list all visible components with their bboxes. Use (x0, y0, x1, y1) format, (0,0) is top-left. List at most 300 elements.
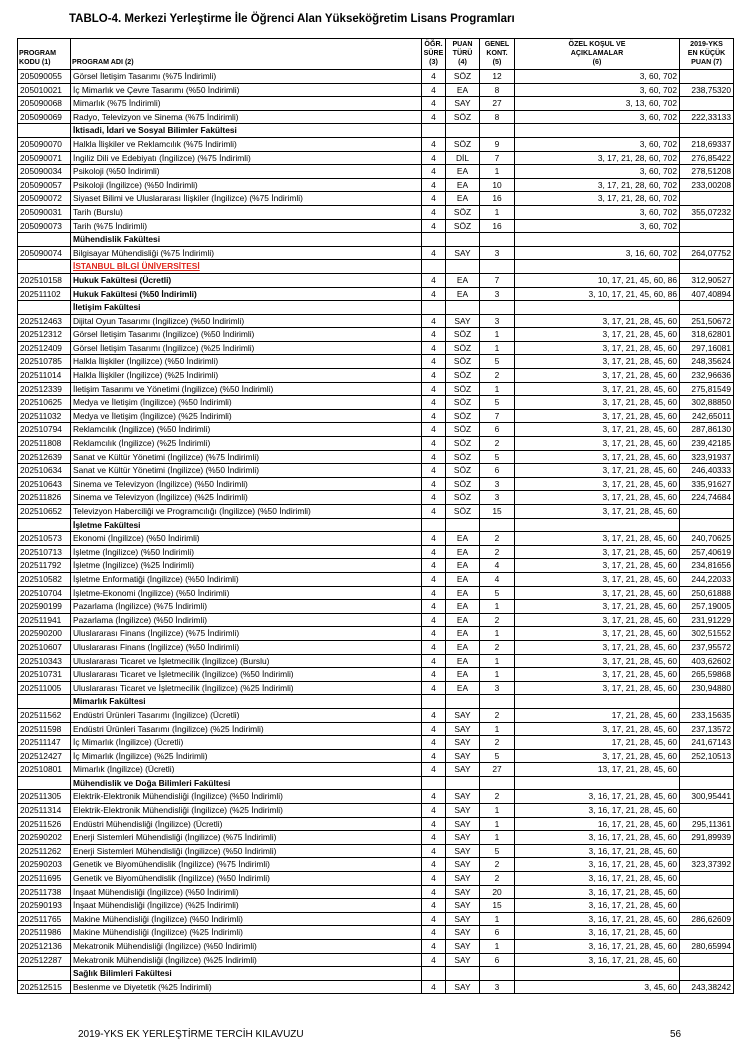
duration: 4 (422, 110, 446, 124)
score-type: EA (446, 83, 480, 97)
table-row (18, 681, 734, 695)
conditions: 3, 17, 21, 28, 45, 60 (515, 450, 680, 464)
conditions: 3, 16, 17, 21, 28, 45, 60 (515, 912, 680, 926)
table-row (18, 831, 734, 845)
conditions: 3, 60, 702 (515, 83, 680, 97)
table-row (18, 804, 734, 818)
conditions: 3, 10, 17, 21, 45, 60, 86 (515, 287, 680, 301)
duration: 4 (422, 273, 446, 287)
faculty-name: İletişim Fakültesi (71, 301, 422, 315)
quota: 27 (480, 97, 515, 111)
program-code: 205090057 (18, 178, 71, 192)
program-code: 205090055 (18, 70, 71, 84)
program-code-cell (18, 518, 71, 532)
quota: 8 (480, 83, 515, 97)
header-program-name: PROGRAM ADI (2) (71, 39, 422, 70)
min-score (680, 804, 734, 818)
table-row (18, 491, 734, 505)
table-row (18, 654, 734, 668)
min-score: 297,16081 (680, 341, 734, 355)
quota: 2 (480, 790, 515, 804)
table-row (18, 885, 734, 899)
conditions: 3, 60, 702 (515, 110, 680, 124)
min-score: 240,70625 (680, 532, 734, 546)
score-type-cell (446, 518, 480, 532)
quota: 5 (480, 355, 515, 369)
conditions: 3, 17, 21, 28, 45, 60 (515, 559, 680, 573)
conditions: 3, 17, 21, 28, 45, 60 (515, 382, 680, 396)
duration: 4 (422, 640, 446, 654)
min-score: 335,91627 (680, 477, 734, 491)
min-score: 222,33133 (680, 110, 734, 124)
program-code: 202511014 (18, 369, 71, 383)
quota: 1 (480, 804, 515, 818)
table-row (18, 137, 734, 151)
program-code: 205090069 (18, 110, 71, 124)
duration: 4 (422, 831, 446, 845)
min-score-cell (680, 124, 734, 138)
program-code: 202511305 (18, 790, 71, 804)
table-row (18, 586, 734, 600)
program-code: 205090031 (18, 205, 71, 219)
program-name: Beslenme ve Diyetetik (%25 İndirimli) (71, 980, 422, 994)
quota: 1 (480, 328, 515, 342)
conditions: 3, 60, 702 (515, 137, 680, 151)
conditions-cell (515, 967, 680, 981)
min-score: 323,37392 (680, 858, 734, 872)
program-code: 202512639 (18, 450, 71, 464)
table-row (18, 246, 734, 260)
program-code: 202510573 (18, 532, 71, 546)
score-type-cell (446, 260, 480, 274)
faculty-header-row (18, 233, 734, 247)
score-type: SAY (446, 763, 480, 777)
table-row (18, 178, 734, 192)
min-score: 239,42185 (680, 437, 734, 451)
program-name: Görsel İletişim Tasarımı (İngilizce) (%25 İndirimli) (71, 341, 422, 355)
program-name: Sinema ve Televizyon (İngilizce) (%25 İndirimli) (71, 491, 422, 505)
duration: 4 (422, 151, 446, 165)
min-score (680, 844, 734, 858)
program-name: İşletme (İngilizce) (%50 İndirimli) (71, 545, 422, 559)
quota-cell (480, 695, 515, 709)
score-type: EA (446, 627, 480, 641)
table-row (18, 341, 734, 355)
quota: 8 (480, 110, 515, 124)
duration: 4 (422, 450, 446, 464)
duration: 4 (422, 355, 446, 369)
duration: 4 (422, 70, 446, 84)
conditions-cell (515, 776, 680, 790)
min-score-cell (680, 518, 734, 532)
quota: 7 (480, 151, 515, 165)
program-name: Reklamcılık (İngilizce) (%25 İndirimli) (71, 437, 422, 451)
quota: 2 (480, 640, 515, 654)
quota: 1 (480, 912, 515, 926)
duration: 4 (422, 586, 446, 600)
conditions: 3, 17, 21, 28, 45, 60 (515, 491, 680, 505)
score-type: EA (446, 586, 480, 600)
duration-cell (422, 518, 446, 532)
quota: 4 (480, 559, 515, 573)
score-type-cell (446, 776, 480, 790)
program-name: Medya ve İletişim (İngilizce) (%50 İndirimli) (71, 396, 422, 410)
quota: 3 (480, 681, 515, 695)
conditions: 16, 17, 21, 28, 45, 60 (515, 817, 680, 831)
program-code: 202510582 (18, 572, 71, 586)
program-code: 202511765 (18, 912, 71, 926)
program-name: Mekatronik Mühendisliği (İngilizce) (%50 İndirimli) (71, 940, 422, 954)
table-row (18, 314, 734, 328)
program-code: 202512463 (18, 314, 71, 328)
duration: 4 (422, 437, 446, 451)
conditions: 3, 17, 21, 28, 45, 60 (515, 627, 680, 641)
duration: 4 (422, 369, 446, 383)
min-score: 407,40894 (680, 287, 734, 301)
min-score: 234,81656 (680, 559, 734, 573)
program-code: 202512339 (18, 382, 71, 396)
conditions: 3, 16, 17, 21, 28, 45, 60 (515, 858, 680, 872)
program-name: Endüstri Ürünleri Tasarımı (İngilizce) (%25 İndirimli) (71, 722, 422, 736)
table-row (18, 287, 734, 301)
quota: 1 (480, 382, 515, 396)
program-code: 202511032 (18, 409, 71, 423)
min-score: 257,19005 (680, 600, 734, 614)
duration: 4 (422, 736, 446, 750)
duration: 4 (422, 804, 446, 818)
duration: 4 (422, 790, 446, 804)
program-code: 202510343 (18, 654, 71, 668)
program-name: Görsel İletişim Tasarımı (İngilizce) (%50 İndirimli) (71, 328, 422, 342)
table-row (18, 273, 734, 287)
table-row (18, 763, 734, 777)
program-name: İngiliz Dili ve Edebiyatı (İngilizce) (%75 İndirimli) (71, 151, 422, 165)
conditions: 3, 17, 21, 28, 60, 702 (515, 151, 680, 165)
program-code: 202510158 (18, 273, 71, 287)
score-type: SAY (446, 314, 480, 328)
quota: 10 (480, 178, 515, 192)
score-type: SÖZ (446, 369, 480, 383)
score-type: SAY (446, 708, 480, 722)
table-row (18, 749, 734, 763)
conditions: 3, 17, 21, 28, 45, 60 (515, 341, 680, 355)
score-type: EA (446, 600, 480, 614)
score-type: EA (446, 178, 480, 192)
footer-guide-title: 2019-YKS EK YERLEŞTİRME TERCİH KILAVUZU (78, 1029, 304, 1040)
duration-cell (422, 695, 446, 709)
table-row (18, 477, 734, 491)
table-row (18, 219, 734, 233)
min-score: 238,75320 (680, 83, 734, 97)
program-code: 202511562 (18, 708, 71, 722)
program-code: 202510731 (18, 668, 71, 682)
score-type: SÖZ (446, 505, 480, 519)
score-type: SÖZ (446, 423, 480, 437)
conditions: 3, 16, 17, 21, 28, 45, 60 (515, 953, 680, 967)
quota: 1 (480, 940, 515, 954)
quota: 6 (480, 464, 515, 478)
quota: 5 (480, 450, 515, 464)
conditions: 3, 17, 21, 28, 45, 60 (515, 437, 680, 451)
table-row (18, 450, 734, 464)
header-min-score: 2019-YKS EN KÜÇÜK PUAN (7) (680, 39, 734, 70)
program-name: İşletme Enformatiği (İngilizce) (%50 İndirimli) (71, 572, 422, 586)
score-type-cell (446, 233, 480, 247)
quota-cell (480, 124, 515, 138)
min-score: 230,94880 (680, 681, 734, 695)
table-row (18, 844, 734, 858)
quota: 3 (480, 477, 515, 491)
min-score: 218,69337 (680, 137, 734, 151)
quota: 1 (480, 722, 515, 736)
min-score (680, 97, 734, 111)
score-type: EA (446, 273, 480, 287)
program-code: 205010021 (18, 83, 71, 97)
min-score (680, 872, 734, 886)
header-program-code: PROGRAM KODU (1) (18, 39, 71, 70)
conditions: 3, 16, 17, 21, 28, 45, 60 (515, 872, 680, 886)
duration: 4 (422, 532, 446, 546)
min-score: 264,07752 (680, 246, 734, 260)
min-score: 295,11361 (680, 817, 734, 831)
quota: 20 (480, 885, 515, 899)
min-score-cell (680, 301, 734, 315)
conditions: 3, 16, 17, 21, 28, 45, 60 (515, 926, 680, 940)
program-code: 202511102 (18, 287, 71, 301)
quota: 27 (480, 763, 515, 777)
program-code: 205090073 (18, 219, 71, 233)
program-code: 205090070 (18, 137, 71, 151)
program-code: 202510625 (18, 396, 71, 410)
min-score: 244,22033 (680, 572, 734, 586)
min-score: 242,65011 (680, 409, 734, 423)
table-row (18, 396, 734, 410)
quota: 2 (480, 437, 515, 451)
program-code: 202590202 (18, 831, 71, 845)
quota: 9 (480, 137, 515, 151)
table-header-row (18, 39, 734, 70)
program-code: 205090074 (18, 246, 71, 260)
table-body (18, 70, 734, 994)
min-score: 275,81549 (680, 382, 734, 396)
conditions: 3, 17, 21, 28, 45, 60 (515, 613, 680, 627)
quota-cell (480, 967, 515, 981)
conditions-cell (515, 233, 680, 247)
program-name: Sanat ve Kültür Yönetimi (İngilizce) (%50 İndirimli) (71, 464, 422, 478)
conditions: 3, 17, 21, 28, 60, 702 (515, 178, 680, 192)
score-type: SAY (446, 872, 480, 886)
quota-cell (480, 260, 515, 274)
program-name: Bilgisayar Mühendisliği (%75 İndirimli) (71, 246, 422, 260)
conditions-cell (515, 260, 680, 274)
table-row (18, 165, 734, 179)
duration: 4 (422, 97, 446, 111)
program-code: 202511005 (18, 681, 71, 695)
min-score-cell (680, 776, 734, 790)
program-code: 202510785 (18, 355, 71, 369)
score-type: SAY (446, 885, 480, 899)
conditions: 3, 17, 21, 28, 45, 60 (515, 314, 680, 328)
program-code: 202511598 (18, 722, 71, 736)
program-code: 202510704 (18, 586, 71, 600)
min-score: 252,10513 (680, 749, 734, 763)
programs-table (17, 38, 734, 994)
table-row (18, 545, 734, 559)
table-row (18, 858, 734, 872)
score-type: SAY (446, 953, 480, 967)
duration: 4 (422, 409, 446, 423)
min-score: 312,90527 (680, 273, 734, 287)
program-name: Görsel İletişim Tasarımı (%75 İndirimli) (71, 70, 422, 84)
program-name: Genetik ve Biyomühendislik (İngilizce) (%50 İndirimli) (71, 872, 422, 886)
score-type-cell (446, 695, 480, 709)
duration: 4 (422, 681, 446, 695)
min-score: 318,62801 (680, 328, 734, 342)
program-name: Makine Mühendisliği (İngilizce) (%25 İndirimli) (71, 926, 422, 940)
quota: 6 (480, 926, 515, 940)
min-score: 276,85422 (680, 151, 734, 165)
conditions: 3, 16, 17, 21, 28, 45, 60 (515, 831, 680, 845)
duration: 4 (422, 600, 446, 614)
quota: 3 (480, 980, 515, 994)
duration: 4 (422, 178, 446, 192)
page-number: 56 (670, 1029, 682, 1040)
duration: 4 (422, 817, 446, 831)
program-code: 202510607 (18, 640, 71, 654)
min-score: 248,35624 (680, 355, 734, 369)
faculty-header-row (18, 776, 734, 790)
table-row (18, 640, 734, 654)
conditions: 3, 60, 702 (515, 219, 680, 233)
conditions: 3, 17, 21, 28, 45, 60 (515, 545, 680, 559)
program-code: 202511738 (18, 885, 71, 899)
min-score: 250,61888 (680, 586, 734, 600)
program-name: Dijital Oyun Tasarımı (İngilizce) (%50 İndirimli) (71, 314, 422, 328)
program-code: 202511262 (18, 844, 71, 858)
duration: 4 (422, 872, 446, 886)
min-score: 302,88850 (680, 396, 734, 410)
conditions: 3, 60, 702 (515, 165, 680, 179)
score-type-cell (446, 301, 480, 315)
quota: 2 (480, 532, 515, 546)
min-score: 280,65994 (680, 940, 734, 954)
duration: 4 (422, 382, 446, 396)
program-name: Ekonomi (İngilizce) (%50 İndirimli) (71, 532, 422, 546)
duration: 4 (422, 314, 446, 328)
quota: 4 (480, 572, 515, 586)
conditions: 3, 17, 21, 28, 45, 60 (515, 355, 680, 369)
program-code: 202510794 (18, 423, 71, 437)
program-code-cell (18, 695, 71, 709)
score-type: EA (446, 545, 480, 559)
quota: 2 (480, 708, 515, 722)
program-code: 205090072 (18, 192, 71, 206)
min-score: 323,91937 (680, 450, 734, 464)
conditions: 3, 16, 17, 21, 28, 45, 60 (515, 790, 680, 804)
quota: 2 (480, 369, 515, 383)
score-type: SAY (446, 817, 480, 831)
table-row (18, 940, 734, 954)
quota: 12 (480, 70, 515, 84)
duration: 4 (422, 572, 446, 586)
program-name: Psikoloji (İngilizce) (%50 İndirimli) (71, 178, 422, 192)
table-row (18, 205, 734, 219)
quota: 6 (480, 423, 515, 437)
duration: 4 (422, 505, 446, 519)
duration: 4 (422, 980, 446, 994)
min-score-cell (680, 233, 734, 247)
min-score (680, 70, 734, 84)
conditions: 3, 17, 21, 28, 45, 60 (515, 477, 680, 491)
conditions: 3, 17, 21, 28, 45, 60 (515, 586, 680, 600)
quota-cell (480, 776, 515, 790)
conditions: 17, 21, 28, 45, 60 (515, 708, 680, 722)
duration: 4 (422, 137, 446, 151)
program-name: Televizyon Haberciliği ve Programcılığı (İngilizce) (%50 İndirimli) (71, 505, 422, 519)
table-row (18, 627, 734, 641)
score-type: SAY (446, 722, 480, 736)
program-name: Enerji Sistemleri Mühendisliği (İngilizce) (%50 İndirimli) (71, 844, 422, 858)
faculty-header-row (18, 301, 734, 315)
score-type: SAY (446, 736, 480, 750)
score-type: SÖZ (446, 341, 480, 355)
duration: 4 (422, 341, 446, 355)
score-type: EA (446, 668, 480, 682)
quota: 3 (480, 287, 515, 301)
min-score: 241,67143 (680, 736, 734, 750)
table-row (18, 722, 734, 736)
duration: 4 (422, 396, 446, 410)
score-type: DİL (446, 151, 480, 165)
faculty-name: Mimarlık Fakültesi (71, 695, 422, 709)
score-type: EA (446, 572, 480, 586)
table-row (18, 736, 734, 750)
table-row (18, 559, 734, 573)
min-score: 278,51208 (680, 165, 734, 179)
program-name: Enerji Sistemleri Mühendisliği (İngilizce) (%75 İndirimli) (71, 831, 422, 845)
program-name: İnşaat Mühendisliği (İngilizce) (%25 İndirimli) (71, 899, 422, 913)
program-name: Mimarlık (%75 İndirimli) (71, 97, 422, 111)
conditions: 10, 17, 21, 45, 60, 86 (515, 273, 680, 287)
score-type: SÖZ (446, 450, 480, 464)
program-name: Endüstri Ürünleri Tasarımı (İngilizce) (Ücretli) (71, 708, 422, 722)
program-name: Genetik ve Biyomühendislik (İngilizce) (%75 İndirimli) (71, 858, 422, 872)
quota: 1 (480, 627, 515, 641)
score-type: EA (446, 681, 480, 695)
quota: 5 (480, 749, 515, 763)
score-type: SAY (446, 858, 480, 872)
score-type: SÖZ (446, 382, 480, 396)
header-quota: GENEL KONT. (5) (480, 39, 515, 70)
conditions: 3, 17, 21, 28, 45, 60 (515, 409, 680, 423)
program-name: İşletme-Ekonomi (İngilizce) (%50 İndirimli) (71, 586, 422, 600)
program-code: 202511826 (18, 491, 71, 505)
duration: 4 (422, 668, 446, 682)
program-code: 202512515 (18, 980, 71, 994)
quota: 5 (480, 396, 515, 410)
duration-cell (422, 776, 446, 790)
table-row (18, 409, 734, 423)
score-type: SÖZ (446, 355, 480, 369)
duration: 4 (422, 858, 446, 872)
table-row (18, 423, 734, 437)
duration: 4 (422, 926, 446, 940)
conditions: 3, 60, 702 (515, 205, 680, 219)
table-row (18, 110, 734, 124)
conditions: 17, 21, 28, 45, 60 (515, 736, 680, 750)
program-name: Uluslararası Ticaret ve İşletmecilik (İngilizce) (Burslu) (71, 654, 422, 668)
program-name: İnşaat Mühendisliği (İngilizce) (%50 İndirimli) (71, 885, 422, 899)
